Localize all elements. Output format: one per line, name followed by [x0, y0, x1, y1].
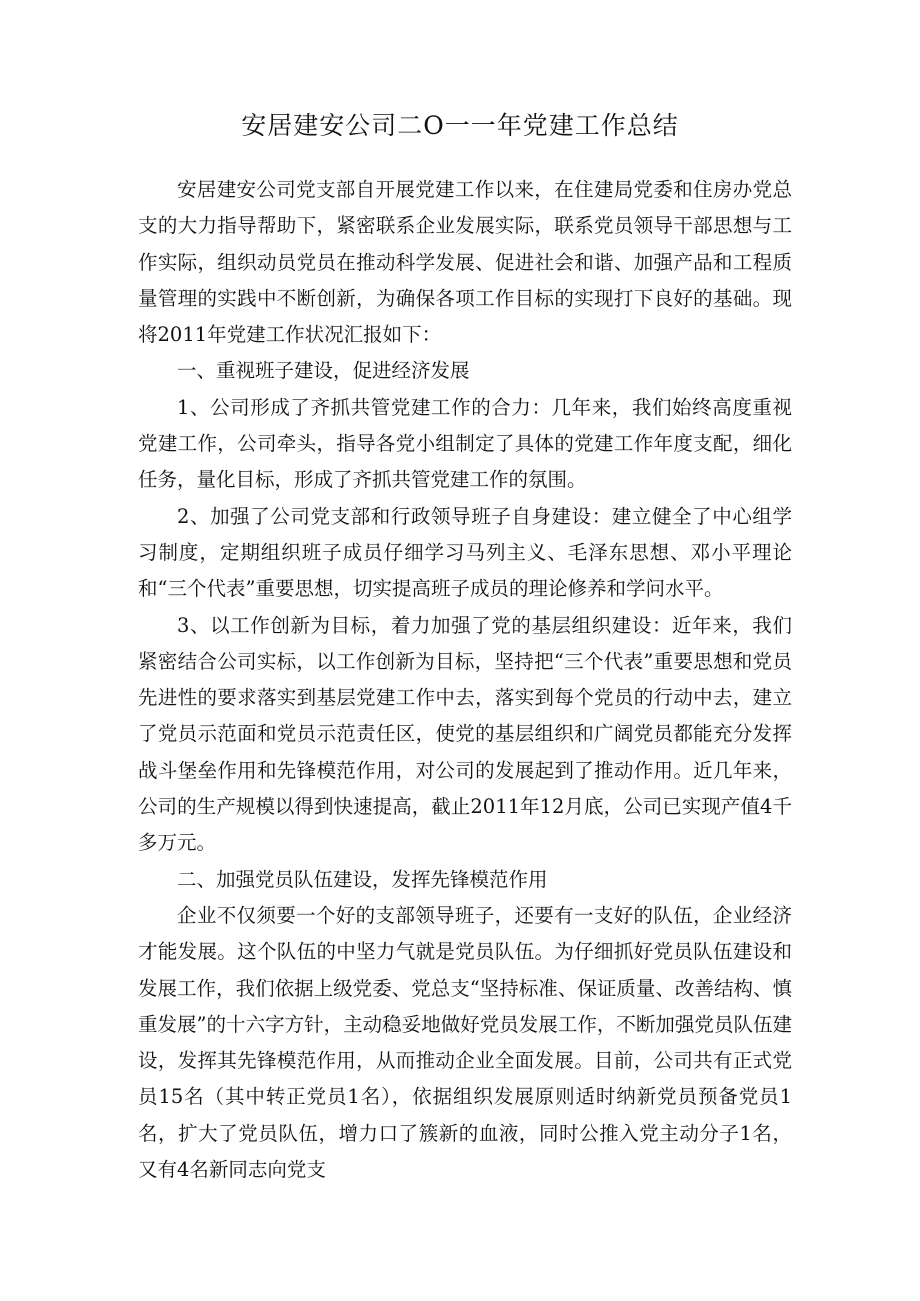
- paragraph-item-1: 1、公司形成了齐抓共管党建工作的合力：几年来，我们始终高度重视党建工作，公司牵头，指导各党小组制定了具体的党建工作年度支配，细化任务，量化目标，形成了齐抓共管党建工作的氛围。: [138, 395, 792, 492]
- document-body: [138, 172, 792, 1188]
- paragraph-item-3: 3、以工作创新为目标，着力加强了党的基层组织建设：近年来，我们紧密结合公司实标，以工作创新为目标，坚持把“三个代表”重要思想和党员先进性的要求落实到基层党建工作中去，落实到每个党员的行动中去，建立了党员示范面和党员示范责任区，使党的基层组织和广阔党员都能充分发挥战斗堡垒作用和先锋模范作用，对公司的发展起到了推动作用。近几年来，公司的生产规模以得到快速提高，截止2011年12月底，公司已实现产值4千多万元。: [138, 613, 792, 855]
- paragraph-intro: 安居建安公司党支部自开展党建工作以来，在住建局党委和住房办党总支的大力指导帮助下，紧密联系企业发展实际，联系党员领导干部思想与工作实际，组织动员党员在推动科学发展、促进社会和谐、加强产品和工程质量管理的实践中不断创新，为确保各项工作目标的实现打下良好的基础。现将2011年党建工作状况汇报如下：: [138, 178, 792, 347]
- section-heading-1: 一、重视班子建设，促进经济发展: [177, 359, 470, 383]
- section-heading-2: 二、加强党员队伍建设，发挥先锋模范作用: [177, 867, 548, 891]
- paragraph-party-team: 企业不仅须要一个好的支部领导班子，还要有一支好的队伍，企业经济才能发展。这个队伍的中坚力气就是党员队伍。为仔细抓好党员队伍建设和发展工作，我们依据上级党委、党总支“坚持标准、保证质量、改善结构、慎重发展”的十六字方针，主动稳妥地做好党员发展工作，不断加强党员队伍建设，发挥其先锋模范作用，从而推动企业全面发展。目前，公司共有正式党员15名（其中转正党员1名），依据组织发展原则适时纳新党员预备党员1名，扩大了党员队伍，增力口了簇新的血液，同时公推入党主动分子1名，又有4名新同志向党支: [138, 903, 792, 1182]
- document-title: 安居建安公司二O一一年党建工作总结: [241, 111, 679, 140]
- paragraph-item-2: 2、加强了公司党支部和行政领导班子自身建设：建立健全了中心组学习制度，定期组织班子成员仔细学习马列主义、毛泽东思想、邓小平理论和“三个代表”重要思想，切实提高班子成员的理论修养和学问水平。: [138, 504, 792, 601]
